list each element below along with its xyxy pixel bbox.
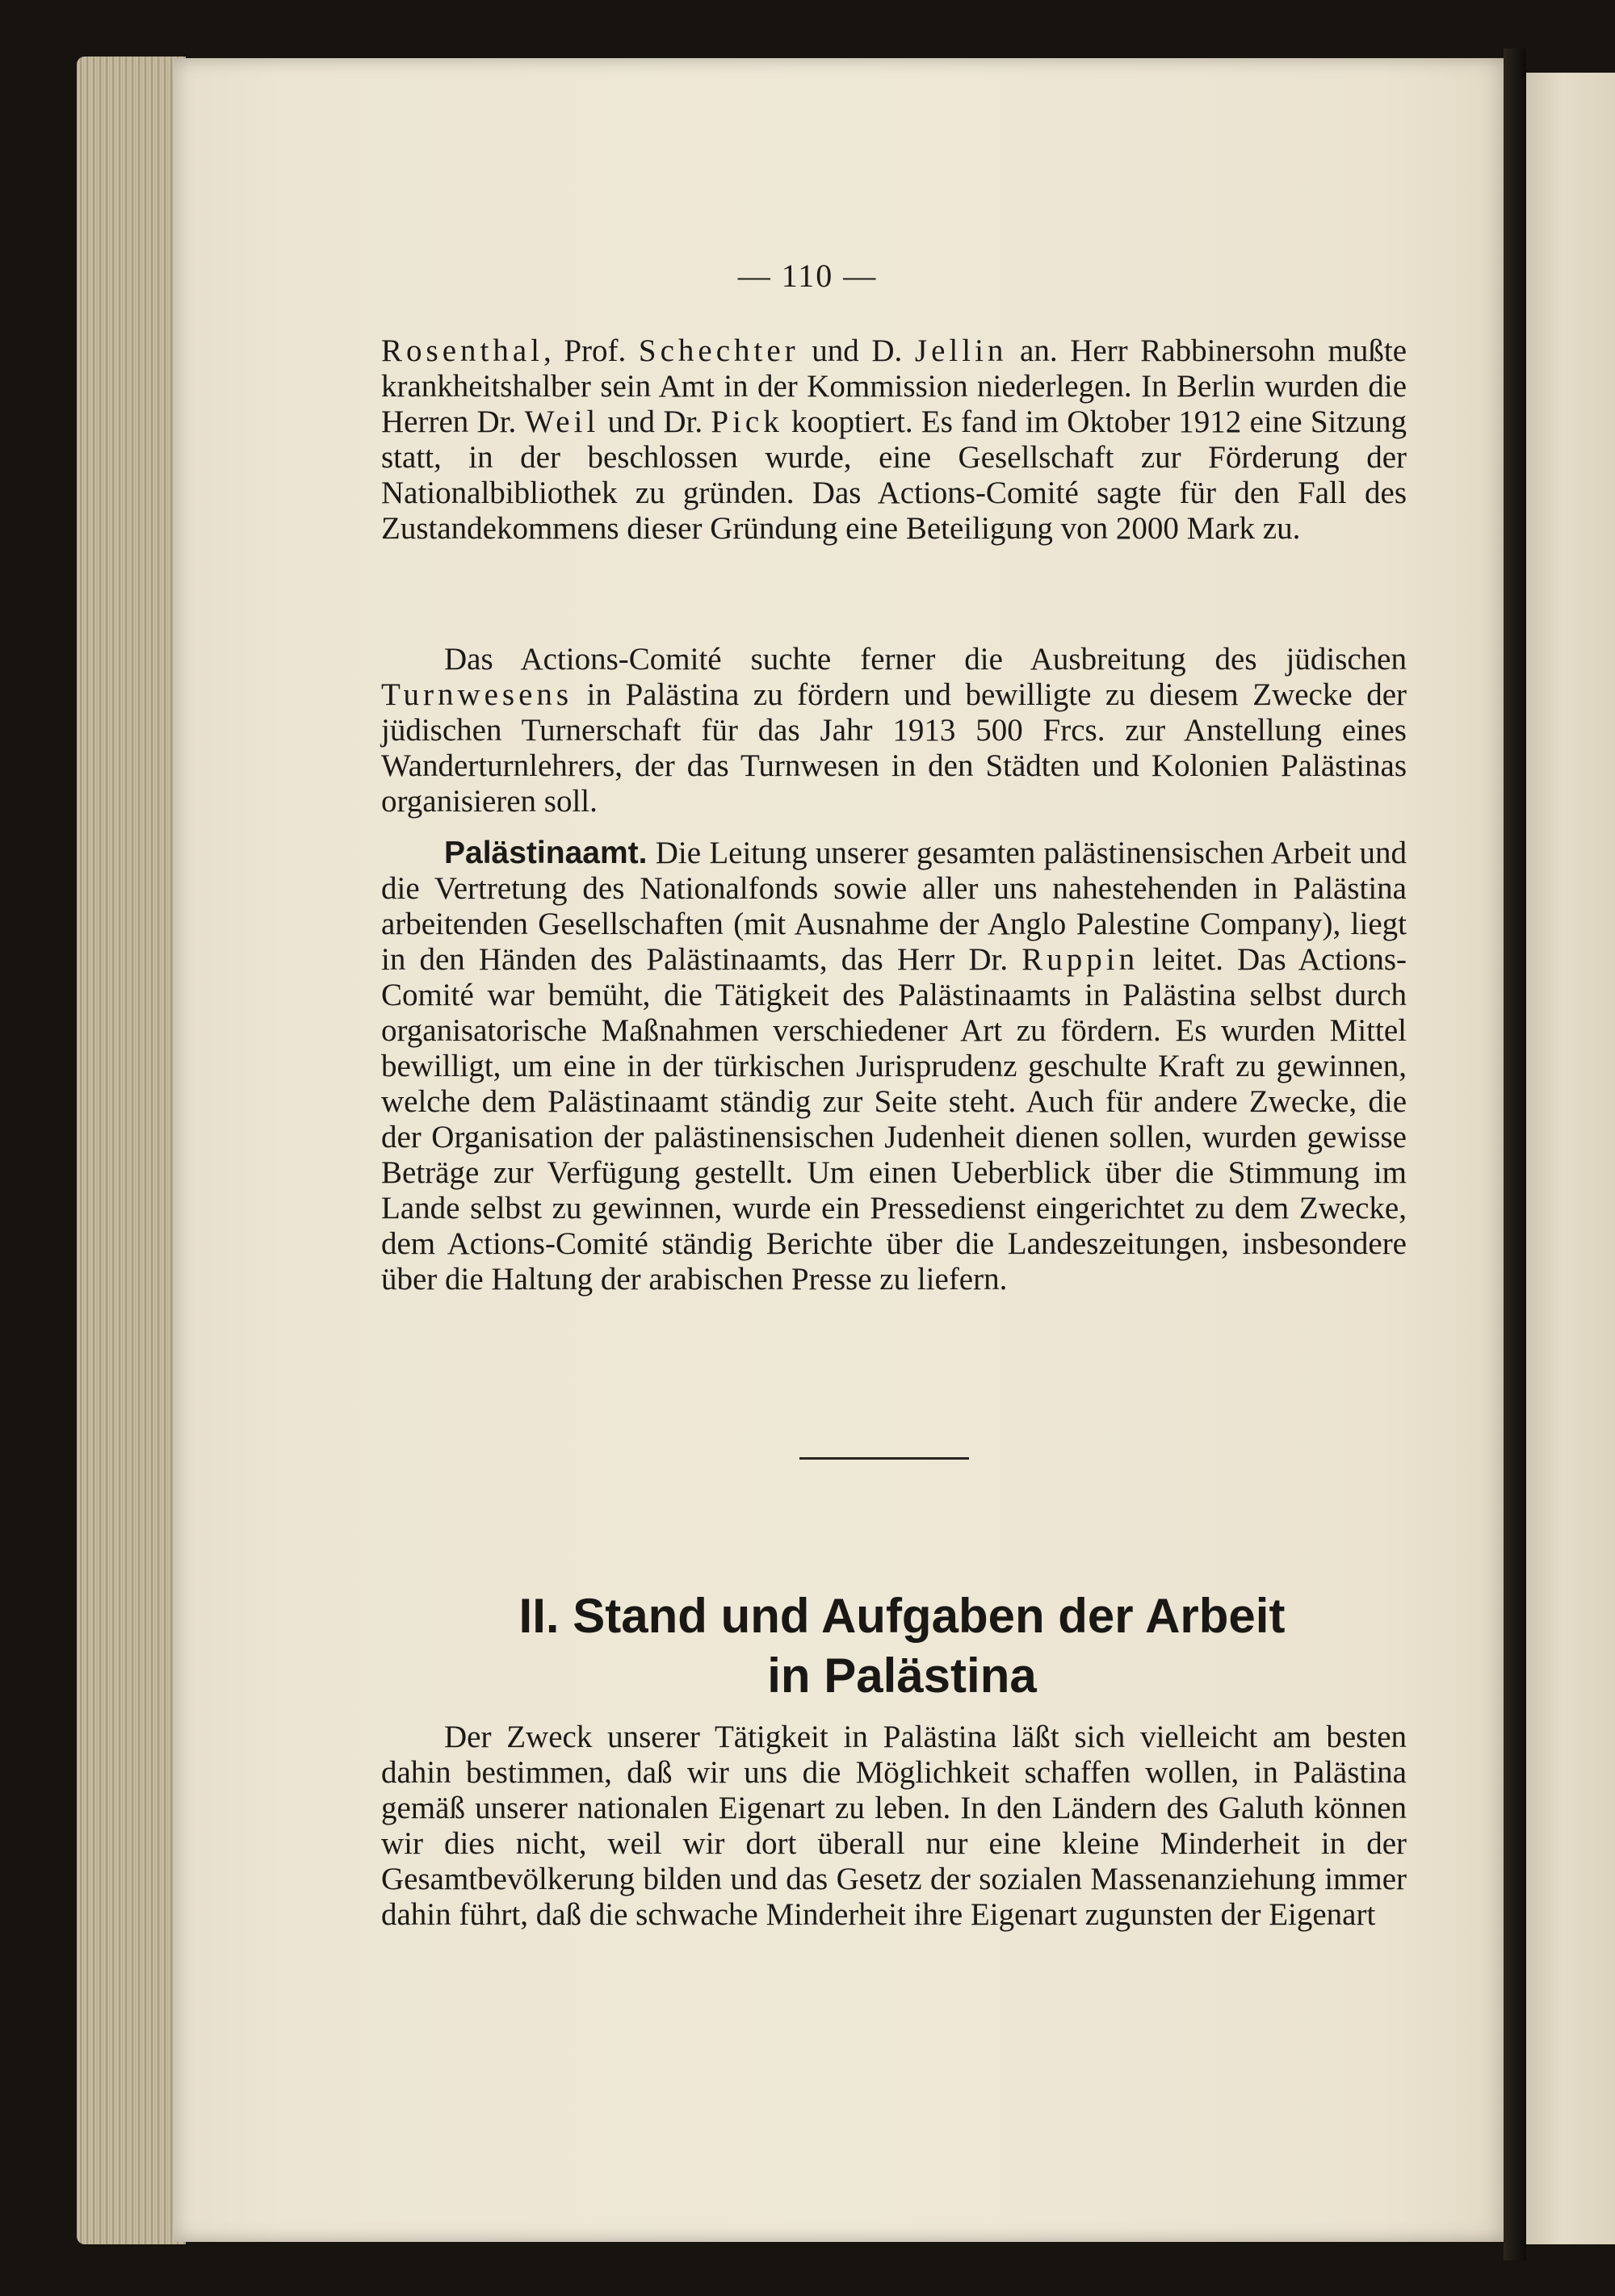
text-run: Die Leitung unserer gesamten palästinensischen Arbeit und die Vertretung des Nationalfonds sowie aller uns nahestehenden in Palästina arbeitenden Gesellschaften (mit Ausnahme der Anglo Palestine Company), liegt in den Händen des Palästinaamts, das Herr Dr.: [381, 836, 1407, 977]
section-divider: [799, 1457, 969, 1460]
text-run: , Prof.: [543, 333, 639, 368]
text-run: und Dr.: [599, 404, 711, 439]
person-name: Ruppin: [1021, 942, 1139, 977]
chapter-heading: [381, 1586, 1423, 1706]
text-run: an. Herr Rabbinersohn mußte krankheitshalber sein Amt in der Kommission niederlegen. In Berlin wurden die Herren Dr.: [381, 333, 1407, 439]
chapter-heading-line-1: II. Stand und Aufgaben der Arbeit: [518, 1589, 1286, 1643]
page-number: — 110 —: [737, 258, 878, 294]
text-run: leitet. Das Actions-Comité war bemüht, die Tätigkeit des Palästinaamts in Palästina selbst durch organisatorische Maßnahmen verschiedener Art zu fördern. Es wurden Mittel bewilligt, um eine in der türkischen Jurisprudenz geschulte Kraft zu gewinnen, welche dem Palästinaamt ständig zur Seite steht. Auch für andere Zwecke, die der Organisation der palästinensischen Judenheit dienen sollen, wurden gewisse Beträge zur Verfügung gestellt. Um einen Ueberblick über die Stimmung im Lande selbst zu gewinnen, wurde ein Pressedienst eingerichtet zu dem Zwecke, dem Actions-Comité ständig Berichte über die Landeszeitungen, insbesondere über die Haltung der arabischen Presse zu liefern.: [381, 942, 1407, 1297]
chapter-heading-line-2: in Palästina: [767, 1649, 1037, 1703]
person-name: Jellin: [914, 333, 1008, 368]
facing-page-edge: [1526, 73, 1615, 2244]
person-name: Pick: [711, 404, 783, 439]
person-name: Schechter: [638, 333, 799, 368]
paragraph-zweck: [381, 1720, 1407, 1933]
person-name: Weil: [524, 404, 600, 439]
person-name: Rosenthal: [381, 333, 543, 368]
paragraph-zweck-text: Der Zweck unserer Tätigkeit in Palästina läßt sich vielleicht am besten dahin bestimmen, daß wir uns die Möglichkeit schaffen wollen, in Palästina gemäß unserer nationalen Eigenart zu leben. In den Ländern des Galuth können wir dies nicht, weil wir dort überall nur eine kleine Minderheit in der Gesamtbevölkerung bilden und das Gesetz der sozialen Massenanziehung immer dahin führt, daß die schwache Minderheit ihre Eigenart zugunsten der Eigenart: [381, 1720, 1407, 1932]
paragraph-nationalbibliothek: [381, 333, 1407, 547]
text-run: und D.: [799, 333, 915, 368]
section-lead-in: Palästinaamt.: [444, 836, 648, 870]
text-run: Das Actions-Comité suchte ferner die Ausbreitung des jüdischen: [444, 642, 1407, 677]
paragraph-turnwesen: [381, 642, 1407, 819]
emphasized-term: Turnwesens: [381, 677, 573, 712]
book-gutter: [1504, 48, 1526, 2260]
text-run: kooptiert. Es fand im Oktober 1912 eine Sitzung statt, in der beschlossen wurde, eine Gesellschaft zur Förderung der Nationalbibliothek zu gründen. Das Actions-Comité sagte für den Fall des Zustandekommens dieser Gründung eine Beteiligung von 2000 Mark zu.: [381, 404, 1407, 546]
paragraph-palaestinaamt: [381, 836, 1407, 1297]
text-run: in Palästina zu fördern und bewilligte zu diesem Zwecke der jüdischen Turnerschaft für das Jahr 1913 500 Frcs. zur Anstellung eines Wanderturnlehrers, der das Turnwesen in den Städten und Kolonien Palästinas organisieren soll.: [381, 677, 1407, 819]
book-page-edges: [77, 57, 186, 2244]
